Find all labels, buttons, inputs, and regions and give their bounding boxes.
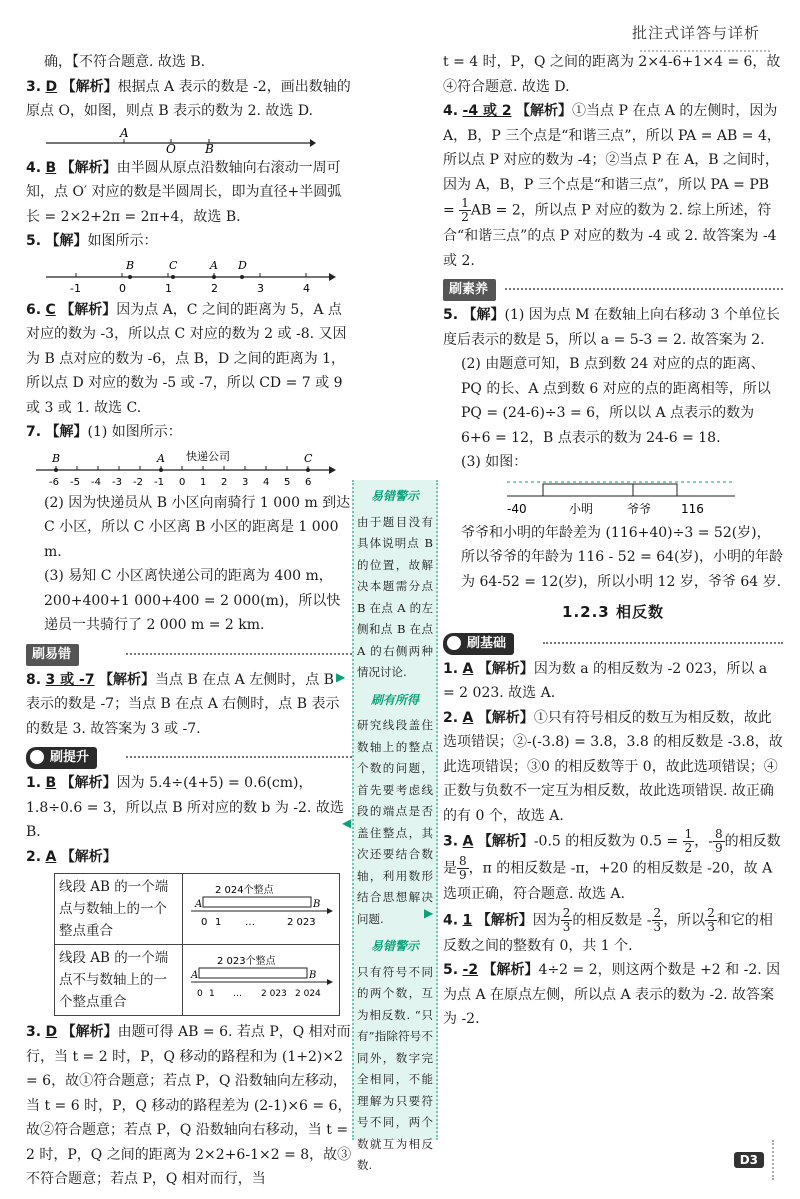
fig3-label-a: A <box>120 126 129 140</box>
fig-tick: 2 023 <box>261 988 287 999</box>
fig5-tick: 1 <box>165 281 172 295</box>
answer-5-part-2: (2) 由题意可知，B 点到数 24 对应的点的距离、PQ 的长、A 点到数 6 对应的点的距离相等，所以 PQ = (24-6)÷3 = 6，所以以 A 点表示的数为 6+6 = 12，B 点表示的数为 24-6 = 18. <box>461 356 771 446</box>
answer-7-part-3: (3) 易知 C 小区离快递公司的距离为 400 m，200+400+1 000+400 = 2 000(m)，所以快递员一共骑行了 2 000 m = 2 km. <box>44 568 341 633</box>
note-body: 只有符号不同的两个数，互为相反数. “只有”指除符号不同外，数字完全相同，不能理解为只要符号不同，两个数就互为相反数. <box>357 964 433 1172</box>
fig5-tick: -1 <box>70 281 81 295</box>
fig-top-label: 2 024个整点 <box>215 884 274 896</box>
table-row <box>55 874 340 945</box>
fraction: $\frac{1}{2}$ <box>684 827 693 855</box>
page-number: D3 <box>734 1152 764 1168</box>
fig3-label-o: O <box>166 141 176 153</box>
fig7-tick: 5 <box>284 476 291 488</box>
answer-5-right: 5. 【解】(1) 因为点 M 在数轴上向右移动 3 个单位长度后表示的数是 5，所以 a = 5-3 = 2. 故答案为 2. <box>443 307 780 348</box>
fraction: $\frac{2}{3}$ <box>562 905 571 934</box>
fraction: $\frac{8}{9}$ <box>459 854 467 882</box>
note-body: 研究线段盖住数轴上的整点个数的问题，首先要考虑线段的端点是否盖住整点，其次还要结合数轴，利用数形结合思想解决问题. <box>357 718 433 926</box>
segment-figure-2 <box>187 954 333 1000</box>
fig7-label-a: A <box>157 451 165 465</box>
section-bar-mistakes: 刷易错 <box>26 642 352 666</box>
fig5-label-d: D <box>238 258 247 272</box>
note-title-takeaway: 刷有所得 <box>370 692 419 707</box>
answer-8: 8. 3 或 -7 【解析】当点 B 在点 A 左侧时，点 B 表示的数是 -7；当点 B 在点 A 右侧时，点 B 表示的数是 3. 故答案为 3 或 -7. <box>26 671 340 737</box>
fig-top-label: 2 023个整点 <box>217 955 276 967</box>
answer-6: 6. C 【解析】因为点 A，C 之间的距离为 5，A 点对应的数为 -3，所以点 C 对应的数为 2 或 -8. 又因为 B 点对应的数为 -6，点 B，D 之间的距离为 1，所以点 D 对应的数为 -5 或 -7，所以 CD = 7 或 9 或 3 或 1. 故选 C. <box>26 301 347 416</box>
improve-answer-1: 1. B 【解析】因为 5.4÷(4+5) = 0.6(cm)，1.8÷0.6 = 3，所以点 B 所对应的数 b 为 -2. 故选 B. <box>26 775 344 840</box>
fig7-tick: -4 <box>91 476 101 488</box>
page-corner-marker <box>772 1140 790 1180</box>
left-column <box>26 50 352 1192</box>
fig7-tick: -3 <box>112 476 122 488</box>
right-column <box>443 50 783 1032</box>
fig5-tick: 3 <box>257 281 264 295</box>
svg-text:B: B <box>309 969 317 981</box>
fig-tick: 1 <box>215 916 222 928</box>
fraction: $\frac{1}{2}$ <box>461 196 469 224</box>
answer-7-part-2: (2) 因为快递员从 B 小区向南骑行 1 000 m 到达 C 小区，所以 C 小区离 B 小区的距离是 1 000 m. <box>44 494 351 560</box>
answer-4-right: 4. -4 或 2 【解析】①当点 P 在点 A 的左侧时，因为 A，B，P 三个点是“和谐三点”，所以 PA = AB = 4，所以点 P 对应的数为 -4；②当点 P 在 A，B 之间时，因为 A，B，P 三个点是“和谐三点”，所以 PA = PB = $\frac{1}{2}$ AB = 2，所以点 P 对应的数为 2. 综上所述，符合“和谐三点”的点 P 对应的数为 -4 或 2. 故答案为 -4 或 2. <box>443 103 781 269</box>
note-title-error-alert: 易错警示 <box>370 489 419 503</box>
age-figure <box>503 478 743 518</box>
table-row <box>55 945 340 1016</box>
answer-5-part-3: (3) 如图： <box>461 454 528 470</box>
fig5-label-c: C <box>169 258 178 272</box>
section-bar-literacy: 刷素养 <box>443 277 783 301</box>
fig5-label-a: A <box>210 258 218 272</box>
number-line-figure-3 <box>46 127 316 153</box>
fig-label: -40 <box>507 501 527 516</box>
fig7-tick: -2 <box>133 476 143 488</box>
note-body: 由于题目没有具体说明点 B 的位置，故解决本题需分点 B 在点 A 的左侧和点 B 在点 A 的右侧两种情况讨论. <box>357 514 433 679</box>
number-line-figure-5 <box>46 257 336 295</box>
fig-label: 116 <box>681 501 704 516</box>
answer-4: 4. B 【解析】由半圆从原点沿数轴向右滚动一周可知，点 O′ 对应的数是半圆周长，即为直径+半圆弧长 = 2×2+2π = 2π+4，故选 B. <box>26 159 342 225</box>
pointer-arrow-icon: ◀ <box>342 816 352 830</box>
fig5-tick: 4 <box>303 281 310 295</box>
section-bar-basics: 刷基础 <box>443 631 783 655</box>
svg-text:A: A <box>191 969 199 981</box>
answer-5: 5. 【解】如图所示： <box>26 233 158 249</box>
table-cell <box>183 874 340 945</box>
section-heading: 1.2.3 相反数 <box>562 603 664 621</box>
fig-tick: 2 023 <box>287 916 316 928</box>
table-cell <box>183 945 340 1016</box>
improve-answer-2: 2. A 【解析】 <box>26 848 117 865</box>
fraction: $\frac{8}{9}$ <box>714 827 723 855</box>
table-cell: 线段 AB 的一个端点与数轴上的一个整点重合 <box>55 874 183 945</box>
fig7-tick: -5 <box>70 476 80 488</box>
answer-7: 7. 【解】(1) 如图所示： <box>26 424 182 440</box>
fraction: $\frac{2}{3}$ <box>653 905 662 934</box>
fig-tick: 1 <box>209 988 215 999</box>
fig7-tick: 3 <box>242 476 249 488</box>
fig3-label-b: B <box>205 141 214 153</box>
basic-answer-2: 2. A 【解析】①只有符号相反的数互为相反数，故此选项错误；②-(-3.8) = 3.8，3.8 的相反数是 -3.8，故此选项错误；③0 的相反数等于 0，故此选项错误；④正数与负数不一定互为相反数，故此选项错误. 故正确的有 0 个，故选 A. <box>443 709 783 824</box>
segment-cases-table <box>54 873 340 1016</box>
fig-tick: … <box>245 916 255 928</box>
fig-tick: … <box>233 988 242 999</box>
fig5-tick: 0 <box>119 281 126 295</box>
note-title-error-alert: 易错警示 <box>370 939 419 953</box>
fig-tick: 0 <box>197 988 203 999</box>
fig7-tick: -6 <box>49 476 59 488</box>
fig-label: 小明 <box>569 501 594 516</box>
section-bar-improve: 刷提升 <box>26 745 352 769</box>
table-cell: 线段 AB 的一个端点不与数轴上的一个整点重合 <box>55 945 183 1016</box>
fig7-courier-label: 快递公司 <box>186 449 230 463</box>
basic-answer-5: 5. -2 【解析】4÷2 = 2，则这两个数是 +2 和 -2. 因为点 A 在原点左侧，所以点 A 表示的数为 -2. 故答案为 -2. <box>443 962 781 1027</box>
fig7-label-c: C <box>304 451 313 465</box>
segment-figure-1 <box>187 883 333 929</box>
fig-label: 爷爷 <box>627 501 652 516</box>
pointer-arrow-icon: ▶ <box>336 670 346 684</box>
improve-answer-3: 3. D 【解析】由题可得 AB = 6. 若点 P，Q 相对而行，当 t = 2 时，P，Q 移动的路程和为 (1+2)×2 = 6，故①符合题意；若点 P，Q 沿数轴向左移动，当 t = 6 时，P，Q 移动的路程差为 (2-1)×6 = 6，故②符合题意；若点 P，Q 沿数轴向右移动，当 t = 2 时，P，Q 之间的距离为 2×2+6-1×2 = 8，故③不符合题意；若点 P，Q 相对而行，当 <box>26 1024 352 1187</box>
number-line-figure-7 <box>36 448 336 488</box>
carry-over-text: 确，【不符合题意. 故选 B. <box>44 54 206 70</box>
svg-text:B: B <box>313 898 321 910</box>
answer-5-conclusion: 爷爷和小明的年龄差为 (116+40)÷3 = 52(岁)，所以爷爷的年龄为 116 - 52 = 64(岁)，小明的年龄为 64-52 = 12(岁)，所以小明 12 岁，爷爷 64 岁. <box>461 524 783 590</box>
pointer-arrow-icon: ▶ <box>424 906 434 920</box>
fig5-label-b: B <box>126 258 135 272</box>
fig7-tick: 6 <box>305 476 312 488</box>
answer-3: 3. D 【解析】根据点 A 表示的数是 -2，画出数轴的原点 O，如图，则点 B 表示的数为 2. 故选 D. <box>26 78 351 119</box>
fig7-tick: 2 <box>221 476 228 488</box>
fig7-tick: -1 <box>154 476 164 488</box>
svg-text:A: A <box>195 898 203 910</box>
fig-tick: 0 <box>201 916 208 928</box>
fig7-tick: 4 <box>263 476 270 488</box>
basic-answer-3: 3. A 【解析】-0.5 的相反数为 0.5 = $\frac{1}{2}$ ，- $\frac{8}{9}$ 的相反数是 $\frac{8}{9}$ ，π 的相反数是 -π，+20 的相反数是 -20，故 A 选项正确，符合题意. 故选 A. <box>443 827 781 902</box>
fig7-label-b: B <box>52 451 61 465</box>
page-header: 批注式详答与详析 <box>631 24 760 42</box>
fig7-tick: 0 <box>179 476 186 488</box>
margin-notes <box>352 480 438 1172</box>
fraction: $\frac{2}{3}$ <box>707 905 715 934</box>
carry-over-text: t = 4 时，P，Q 之间的距离为 2×4-6+1×4 = 6，故④符合题意. 故选 D. <box>443 54 781 95</box>
basic-answer-1: 1. A 【解析】因为数 a 的相反数为 -2 023，所以 a = 2 023. 故选 A. <box>443 660 768 701</box>
fig-tick: 2 024 <box>295 988 321 999</box>
basic-answer-4: 4. 1 【解析】因为 $\frac{2}{3}$ 的相反数是 - $\frac{2}{3}$ ，所以 $\frac{2}{3}$ 和它的相反数之间的整数有 0，共 1 个. <box>443 905 773 954</box>
fig7-tick: 1 <box>200 476 207 488</box>
fig5-tick: 2 <box>211 281 218 295</box>
